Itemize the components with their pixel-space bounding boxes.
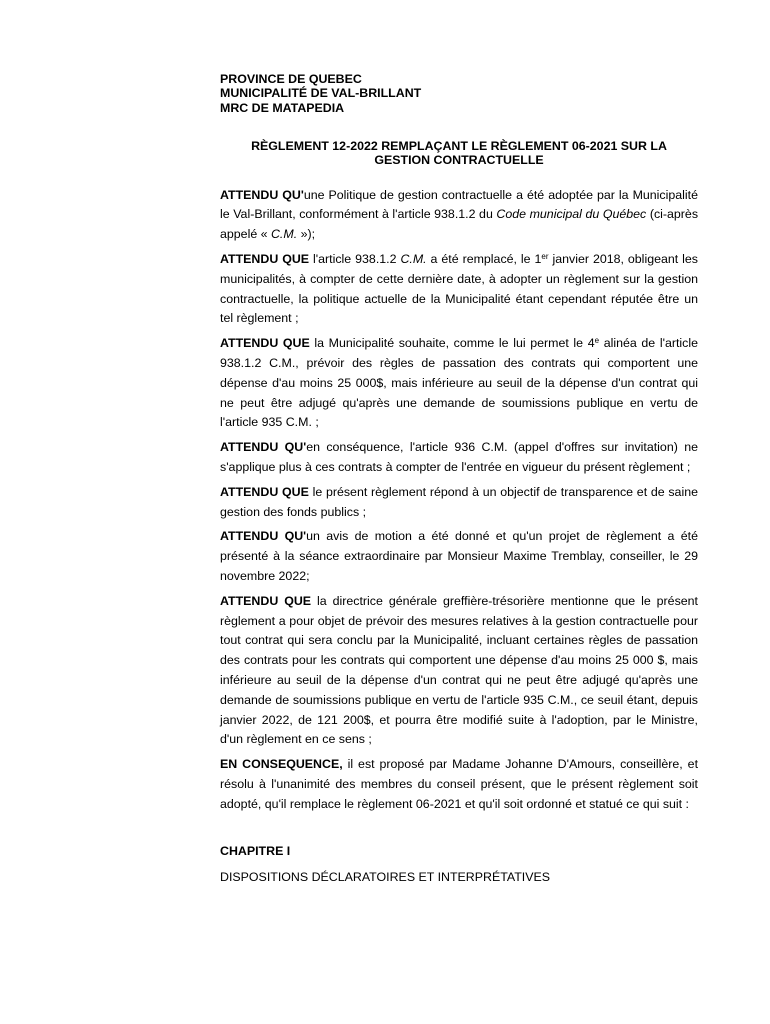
header-block [220,72,698,115]
paragraph-text: le présent règlement répond à un objectif de transparence et de saine gestion des fonds publics ; [220,484,698,519]
document-title [220,139,698,167]
resolution-lead: EN CONSEQUENCE, [220,757,343,772]
whereas-paragraph-7 [220,592,698,750]
paragraph-text: il est proposé par Madame Johanne D'Amours, conseillère, et résolu à l'unanimité des membres du conseil présent, que le présent règlement soit adopté, qu'il remplace le règlement 06-2021 et qu'il soit ordonné et statué ce qui suit : [220,757,699,811]
code-abbreviation: C.M. [400,252,427,267]
paragraph-text: l'article 938.1.2 [309,252,401,267]
paragraph-text: un avis de motion a été donné et qu'un projet de règlement a été présenté à la séance extraordinaire par Monsieur Maxime Tremblay, conseiller, le 29 novembre 2022; [220,529,698,583]
ordinal-suffix: er [541,252,549,262]
whereas-lead: ATTENDU QUE [220,484,309,499]
title-line-1: RÈGLEMENT 12-2022 REMPLAÇANT LE RÈGLEMENT 06-2021 SUR LA [251,139,667,154]
ordinal-suffix: e [594,336,600,346]
whereas-paragraph-1 [220,186,698,245]
paragraph-text: (ci-après appelé « [220,207,699,242]
paragraph-text: une Politique de gestion contractuelle a été adoptée par la Municipalité le Val-Brillant, conformément à l'article 938.1.2 du [220,187,698,222]
whereas-paragraph-3 [220,334,698,433]
chapter-title: CHAPITRE I [220,843,291,858]
whereas-lead: ATTENDU QU' [220,440,307,455]
municipality-line: MUNICIPALITÉ DE VAL-BRILLANT [220,86,422,101]
paragraph-text: en conséquence, l'article 936 C.M. (appel d'offres sur invitation) ne s'applique plus à ces contrats à compter de l'entrée en vigueur du présent règlement ; [220,440,698,474]
paragraph-text: janvier 2018, obligeant les municipalités, à compter de cette dernière date, à adopter un règlement sur la gestion contractuelle, la politique actuelle de la Municipalité étant cependant réputée être un tel règlement ; [220,252,698,326]
whereas-lead: ATTENDU QU' [220,529,307,544]
whereas-lead: ATTENDU QUE [220,252,310,267]
code-reference: Code municipal du Québec [496,207,647,222]
paragraph-text: la Municipalité souhaite, comme le lui permet le 4 [309,336,595,351]
whereas-paragraph-6 [220,527,698,586]
chapter-subtitle: DISPOSITIONS DÉCLARATOIRES ET INTERPRÉTATIVES [220,869,551,884]
province-line: PROVINCE DE QUEBEC [220,72,362,86]
whereas-lead: ATTENDU QUE [220,593,312,608]
whereas-paragraph-4 [220,438,698,478]
paragraph-text: la directrice générale greffière-trésorière mentionne que le présent règlement a pour objet de prévoir des mesures relatives à la gestion contractuelle pour tout contrat qui sera conclu par la Municipalité, incluant certaines règles de passation des contrats pour les contrats qui comportent une dépense d'au moins 25 000 $, mais inférieure au seuil de la dépense d'un contrat qui ne peut être adjugé qu'après une demande de soumissions publique en vertu de l'article 935 C.M., ce seuil étant, depuis janvier 2022, de 121 200$, et pourra être modifié suite à l'adoption, par le Ministre, d'un règlement en ce sens ; [220,593,698,747]
whereas-paragraph-2 [220,250,698,329]
mrc-line: MRC DE MATAPEDIA [220,100,345,115]
whereas-lead: ATTENDU QUE [220,336,310,351]
title-line-2: GESTION CONTRACTUELLE [374,153,544,168]
document-page [220,72,698,885]
whereas-paragraph-5 [220,483,698,523]
code-abbreviation: C.M. [270,227,298,242]
resolution-paragraph [220,755,698,814]
whereas-lead: ATTENDU QU' [220,187,304,202]
paragraph-text: a été remplacé, le 1 [426,252,542,267]
paragraph-text: »); [297,227,316,242]
paragraph-text: alinéa de l'article 938.1.2 C.M., prévoir des règles de passation des contrats qui comportent une dépense d'au moins 25 000$, mais inférieure au seuil de la dépense d'un contrat qui ne peut être adjugé qu'après une demande de soumissions publique en vertu de l'article 935 C.M. ; [220,336,698,430]
